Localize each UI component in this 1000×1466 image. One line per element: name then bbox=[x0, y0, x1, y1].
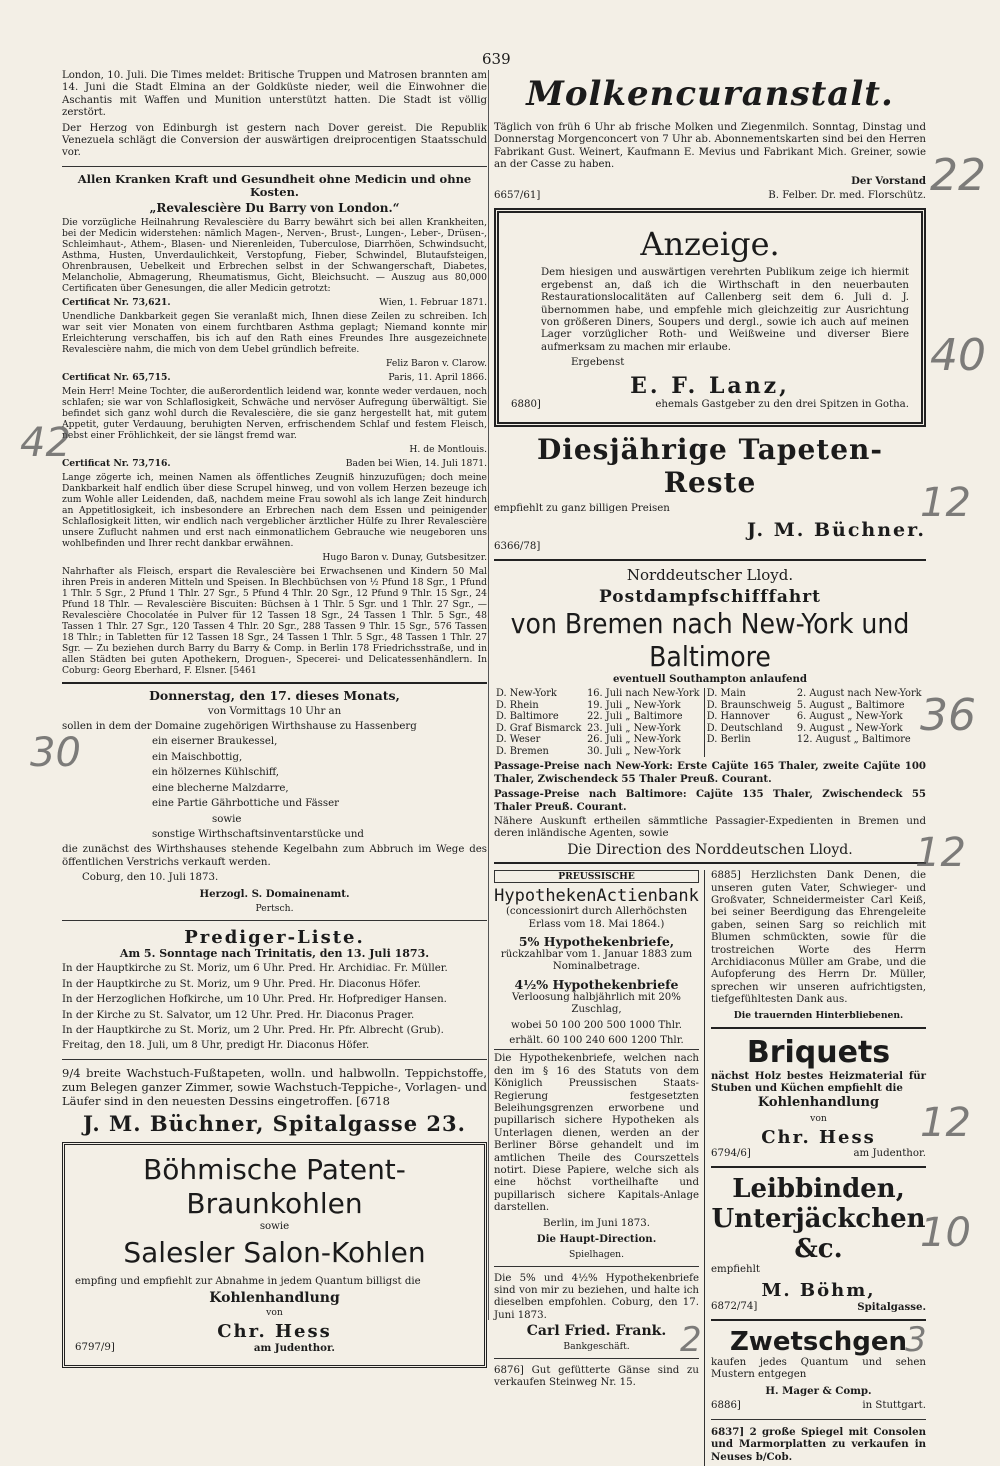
divider bbox=[62, 920, 487, 921]
pencil-mark: 12 bbox=[915, 830, 966, 876]
divider bbox=[62, 1059, 487, 1060]
leibbinden-title-2: Unterjäckchen &c. bbox=[711, 1204, 926, 1265]
ship-departure: 16. Juli nach New-York bbox=[587, 688, 700, 700]
prediger-line: Freitag, den 18. Juli, um 8 Uhr, predigt Hr. Diaconus Höfer. bbox=[62, 1040, 370, 1052]
ship-name bbox=[704, 746, 795, 758]
molken-ad bbox=[494, 74, 926, 202]
kohlen-title-1: Böhmische Patent-Braunkohlen bbox=[143, 1152, 406, 1220]
pencil-mark: 36 bbox=[920, 690, 976, 741]
tapeten-ad bbox=[494, 433, 926, 553]
ship-departure: 12. August „ Baltimore bbox=[796, 734, 911, 746]
ship-name: D. Rhein bbox=[496, 699, 539, 711]
hypothekenbank-ad bbox=[494, 870, 705, 1466]
divider bbox=[711, 1419, 926, 1420]
certificate-number: Certificat Nr. 73,621. bbox=[62, 297, 171, 309]
ship-name: D. Berlin bbox=[704, 734, 795, 746]
tapeten-title: Diesjährige Tapeten-Reste bbox=[536, 433, 884, 500]
ship-name: D. Baltimore bbox=[496, 711, 559, 723]
divider bbox=[711, 1027, 926, 1029]
certificate-text: Lange zögerte ich, meinen Namen als öffentliches Zeugniß hinzuzufügen; doch meine Dankbarkeit half endlich über diese Scrupel hinweg, und von vollem Herzen bezeuge ich zum Wohle aller Leidenden, daß, nachdem meine Frau sowohl als ich lange Zeit hindurch an Appetitlosigkeit, ich insbesondere an Erbrechen nach dem Essen und peinigender Schlaflosigkeit litten, wir endlich nach vergeblicher ärztlicher Hülfe zu Ihrer Revalescière unsere Zuflucht nahmen und erst nach einmonatlichem Gebrauche wie neugeboren uns wohlbefinden und Ihrer recht dankbar erwähnen. bbox=[62, 472, 487, 550]
kohlen-shop: Kohlenhandlung bbox=[209, 1289, 340, 1306]
divider bbox=[494, 1266, 699, 1267]
price-list bbox=[62, 566, 487, 676]
hypo-pre: PREUSSISCHE bbox=[494, 870, 699, 883]
dank-text bbox=[711, 870, 926, 1006]
ad-reference: 6885] bbox=[711, 870, 741, 882]
certificate-number: Certificat Nr. 73,716. bbox=[62, 458, 171, 470]
ship-name: D. New-York bbox=[496, 688, 557, 700]
ship-row bbox=[494, 723, 926, 735]
ad-reference: 6366/78] bbox=[494, 540, 541, 552]
auction-notice bbox=[62, 690, 487, 914]
prediger-line: In der Hauptkirche zu St. Moriz, um 2 Uhr. Pred. Hr. Pfr. Albrecht (Grub). bbox=[62, 1024, 444, 1036]
auction-item: eine Partie Gährbottiche und Fässer bbox=[152, 798, 340, 810]
revalesciere-ad bbox=[62, 173, 487, 676]
anzeige-footer bbox=[511, 399, 909, 411]
ad-reference: [6718 bbox=[356, 1093, 390, 1108]
hypo-b1-text: rückzahlbar vom 1. Januar 1883 zum Nominalbetrage. bbox=[500, 948, 693, 973]
ship-departure: 22. Juli „ Baltimore bbox=[587, 711, 683, 723]
ship-departure: 2. August nach New-York bbox=[796, 688, 922, 700]
certificate-number: Certificat Nr. 65,715. bbox=[62, 372, 171, 384]
prediger-line: In der Kirche zu St. Salvator, um 12 Uhr. Pred. Hr. Diaconus Prager. bbox=[62, 1009, 415, 1021]
kohlen-text: empfing und empfiehlt zur Abnahme in jedem Quantum billigst die bbox=[75, 1276, 421, 1288]
news-paragraph: London, 10. Juli. Die Times meldet: Britische Truppen und Matrosen brannten am 14. Juni die Stadt Elmina an der Goldküste nieder, weil die Einwohner die Aschantis mit Waffen und Munition unterstützt hatten. Die Stadt ist völlig zerstört. bbox=[62, 70, 487, 119]
ad-reference: 6872/74] bbox=[711, 1300, 758, 1312]
certificate-place: Wien, 1. Februar 1871. bbox=[379, 297, 487, 309]
hypo-b2-text: Verloosung halbjährlich mit 20% Zuschlag, bbox=[512, 991, 681, 1016]
right-small-ads bbox=[705, 870, 926, 1466]
auction-items bbox=[62, 736, 487, 841]
auction-item: ein Maischbottig, bbox=[152, 751, 243, 763]
hypo-firm: Carl Fried. Frank. bbox=[526, 1323, 667, 1340]
ad-headline: Allen Kranken Kraft und Gesundheit ohne Medicin und ohne Kosten. bbox=[77, 171, 472, 199]
ad-reference: 6886] bbox=[711, 1400, 741, 1412]
ad-reference: 6837] bbox=[711, 1425, 745, 1438]
auction-outro: die zunächst des Wirthshauses stehende Kegelbahn zum Abbruch im Wege des öffentlichen Verstrichs verkauft werden. bbox=[62, 844, 487, 868]
auction-item: sowie bbox=[212, 813, 242, 825]
right-column bbox=[494, 70, 926, 1466]
hypo-body: Die Hypothekenbriefe, welchen nach den im § 16 des Statuts von dem Königlich Preussischen Staats-Regierung festgesetzten Beleihungsgrenzen erworbene und pupillarisch sichere Hypotheken als Unterlagen dienen, werden an der Berliner Börse gehandelt und im amtlichen Theile des Courszettels notirt. Diese Papiere, welche sich als eine höchst vortheilhafte und pupillarisch sichere Kapitals-Anlage darstellen. bbox=[494, 1053, 699, 1214]
leibbinden-footer bbox=[711, 1301, 926, 1313]
anzeige-ergebenst: Ergebenst bbox=[571, 357, 625, 369]
news-paragraph: Der Herzog von Edinburgh ist gestern nach Dover gereist. Die Republik Venezuela schlägt die Conversion der auswärtigen dreiprocentigen Staatsschuld vor. bbox=[62, 122, 487, 159]
lloyd-direction: Die Direction des Norddeutschen Lloyd. bbox=[567, 841, 853, 858]
ship-departure: 30. Juli „ New-York bbox=[587, 745, 681, 757]
ad-reference: 6797/9] bbox=[75, 1342, 115, 1353]
auction-headline: Donnerstag, den 17. dieses Monats, bbox=[149, 688, 400, 704]
pencil-mark: 12 bbox=[920, 1100, 971, 1146]
divider bbox=[711, 1319, 926, 1321]
lloyd-h4: eventuell Southampton anlaufend bbox=[612, 672, 808, 685]
kohlen-footer bbox=[75, 1342, 474, 1354]
briquets-text: nächst Holz bestes Heizmaterial für Stuben und Küchen empfiehlt die bbox=[711, 1069, 926, 1095]
hypo-b2-title: 4½% Hypothekenbriefe bbox=[514, 976, 679, 992]
ad-brand: „Revalescière Du Barry von London.“ bbox=[149, 200, 400, 215]
molken-footer bbox=[494, 190, 926, 202]
prediger-subtitle: Am 5. Sonntage nach Trinitatis, den 13. Juli 1873. bbox=[119, 946, 430, 960]
certificate-place: Paris, 11. April 1866. bbox=[388, 372, 487, 384]
certificate-place: Baden bei Wien, 14. Juli 1871. bbox=[345, 458, 487, 470]
prediger-line: In der Hauptkirche zu St. Moriz, um 6 Uhr. Pred. Hr. Archidiac. Fr. Müller. bbox=[62, 963, 448, 975]
ship-departure: 9. August „ New-York bbox=[796, 722, 903, 734]
column-divider bbox=[488, 70, 489, 1320]
hypo-firm-desc: Bankgeschäft. bbox=[563, 1340, 630, 1352]
hypo-body2: Die 5% und 4½% Hypothekenbriefe sind von mir zu beziehen, und halte ich dieselben empfohlen. Coburg, den 17. Juni 1873. bbox=[494, 1272, 699, 1321]
gaense-ad bbox=[494, 1365, 699, 1390]
briquets-title: Briquets bbox=[746, 1034, 891, 1070]
hypo-date: Berlin, im Juni 1873. bbox=[543, 1217, 650, 1229]
gaense-text: Gut gefütterte Gänse sind zu verkaufen Steinweg Nr. 15. bbox=[494, 1364, 699, 1388]
kohlen-von: von bbox=[266, 1307, 283, 1318]
fusstapeten-text bbox=[62, 1066, 487, 1108]
zwetschgen-firm: H. Mager & Comp. bbox=[765, 1384, 872, 1397]
ad-intro: Die vorzügliche Heilnahrung Revalescière du Barry bewährt sich bei allen Krankheiten, bei der Medicin widerstehen: nämlich Magen-, Nerven-, Brust-, Lungen-, Leber-, Drüsen-, Schleimhaut-, Athem-, Blasen- und Nierenleiden, Tuberculose, Diarrhöen, Schwindsucht, Asthma, Husten, Unverdaulichkeit, Verstopfung, Fieber, Schwindel, Blutaufsteigen, Ohrenbrausen, Uebelkeit und Erbrechen selbst in der Schwangerschaft, Diabetes, Melancholie, Abmagerung, Rheumatismus, Gicht, Bleichsucht. — Auszug aus 80,000 Certificaten über Genesungen, die aller Medicin getrotzt: bbox=[62, 217, 487, 295]
certificate-text: Unendliche Dankbarkeit gegen Sie veranlaßt mich, Ihnen diese Zeilen zu schreiben. Ich war seit vier Monaten von einem furchtbaren Asthma geplagt; Niemand konnte mir Erleichterung verschaffen, bis ich auf den Rath eines Freundes Ihre ausgezeichnete Revalescière nahm, die mich von dem Uebel gründlich befreite. bbox=[62, 311, 487, 356]
hypo-title: HypothekenActienbank bbox=[494, 886, 699, 907]
dank-body: Herzlichsten Dank Denen, die unseren guten Vater, Schwieger- und Großvater, Schneidermeister Carl Keiß, bei seiner Beerdigung das Ehrengeleite gaben, seinen Sarg so reichlich mit Blumen schmückten, sowie für die trostreichen Worte des Herrn Archidiaconus Müller am Grabe, und die Aufopferung des Herrn Dr. Müller, sprechen wir unseren aufrichtigsten, tiefgefühltesten Dank aus. bbox=[711, 870, 926, 1006]
prediger-line: In der Herzoglichen Hofkirche, um 10 Uhr. Pred. Hr. Hofprediger Hansen. bbox=[62, 994, 447, 1006]
anzeige-desc: ehemals Gastgeber zu den drei Spitzen in Gotha. bbox=[655, 398, 909, 410]
ship-row bbox=[494, 734, 926, 746]
auction-time: von Vormittags 10 Uhr an bbox=[207, 705, 342, 717]
ship-departure: 5. August „ Baltimore bbox=[796, 699, 905, 711]
kohlen-firm: Chr. Hess bbox=[217, 1321, 332, 1342]
pencil-mark: 3 bbox=[905, 1320, 927, 1360]
prediger-title: Prediger-Liste. bbox=[184, 926, 365, 948]
ship-name: D. Main bbox=[704, 688, 795, 700]
auction-item: ein hölzernes Kühlschiff, bbox=[152, 767, 279, 779]
lloyd-price-ny: Passage-Preise nach New-York: Erste Cajüte 165 Thaler, zweite Cajüte 100 Thaler, Zwischendeck 55 Thaler Preuß. Courant. bbox=[494, 760, 926, 785]
ship-name: D. Deutschland bbox=[704, 723, 795, 735]
auction-date: Coburg, den 10. Juli 1873. bbox=[82, 872, 219, 884]
pencil-mark: 40 bbox=[930, 330, 986, 381]
right-subcolumns bbox=[494, 870, 926, 1466]
hypo-signer: Spielhagen. bbox=[568, 1248, 625, 1260]
leibbinden-title-1: Leibbinden, bbox=[732, 1174, 905, 1205]
pencil-mark: 10 bbox=[920, 1210, 971, 1256]
lloyd-h2: Postdampfschifffahrt bbox=[598, 586, 822, 607]
kohlen-address: am Judenthor. bbox=[253, 1342, 335, 1354]
pencil-mark: 12 bbox=[920, 480, 971, 526]
briquets-shop: Kohlenhandlung bbox=[757, 1095, 880, 1111]
kohlen-ad bbox=[62, 1142, 487, 1369]
pencil-mark: 30 bbox=[30, 730, 81, 776]
leibbinden-text: empfiehlt bbox=[711, 1264, 760, 1276]
divider bbox=[62, 166, 487, 167]
spiegel-ad bbox=[711, 1426, 926, 1463]
anzeige-name: E. F. Lanz, bbox=[630, 372, 790, 399]
lloyd-h1: Norddeutscher Lloyd. bbox=[626, 565, 794, 584]
zwetschgen-address: in Stuttgart. bbox=[862, 1400, 926, 1412]
auction-signer: Herzogl. S. Domainenamt. bbox=[199, 887, 350, 900]
fusstapeten-ad bbox=[62, 1066, 487, 1136]
divider bbox=[62, 682, 487, 684]
certificate-text: Mein Herr! Meine Tochter, die außerordentlich leidend war, konnte weder verdauen, noch schlafen; sie war von Schlaflosigkeit, Schwäche und nervöser Aufregung überwältigt. Sie befindet sich ganz wohl durch die Revalescière, die sie ganz hergestellt hat, mit gutem Appetit, guter Verdauung, beruhigten Nerven, erfrischendem Schlaf und festem Fleisch, nebst einer Fröhlichkeit, der sie längst fremd war. bbox=[62, 386, 487, 442]
hypo-b1-title: 5% Hypothekenbriefe, bbox=[518, 933, 675, 949]
molken-sign2: B. Felber. Dr. med. Florschütz. bbox=[768, 190, 926, 202]
molken-text: Täglich von früh 6 Uhr ab frische Molken und Ziegenmilch. Sonntag, Dinstag und Donnerstag Morgenconcert von 7 Uhr ab. Abonnementskarten sind bei den Herren Fabrikant Gust. Weinert, Kaufmann E. Mevius und Fabrikant Mich. Greiner, sowie an der Casse zu haben. bbox=[494, 122, 926, 171]
fusstapeten-body: 9/4 breite Wachstuch-Fußtapeten, wolln. und halbwolln. Teppichstoffe, zum Belegen ganzer Zimmer, sowie Wachstuch-Teppiche-, Vorlagen- und Läufer sind in den neuesten Dessins eingetroffen. bbox=[62, 1065, 487, 1108]
anzeige-ad bbox=[494, 208, 926, 427]
zwetschgen-text: kaufen jedes Quantum und sehen Mustern entgegen bbox=[711, 1357, 926, 1381]
left-column bbox=[62, 70, 487, 1368]
ship-row bbox=[494, 711, 926, 723]
kohlen-sowie: sowie bbox=[259, 1220, 290, 1232]
ship-departure: 26. Juli „ New-York bbox=[587, 734, 681, 746]
pencil-mark: 22 bbox=[930, 150, 986, 201]
divider bbox=[494, 1358, 699, 1359]
hypo-direction: Die Haupt-Direction. bbox=[536, 1233, 657, 1246]
lloyd-info: Nähere Auskunft ertheilen sämmtliche Passagier-Expedienten in Bremen und deren inländische Agenten, sowie bbox=[494, 815, 926, 840]
ad-reference: [5461 bbox=[229, 665, 257, 677]
ship-row bbox=[494, 688, 926, 700]
london-news bbox=[62, 70, 487, 160]
spiegel-text bbox=[711, 1426, 926, 1463]
ship-row bbox=[494, 746, 926, 758]
hypo-b2-text3: erhält. 60 100 240 600 1200 Thlr. bbox=[494, 1035, 699, 1050]
briquets-address: am Judenthor. bbox=[853, 1147, 926, 1159]
ship-name: D. Graf Bismarck bbox=[496, 722, 582, 734]
divider bbox=[494, 862, 926, 864]
certificate-signature: Hugo Baron v. Dunay, Gutsbesitzer. bbox=[322, 552, 487, 564]
ship-name: D. Hannover bbox=[704, 711, 795, 723]
leibbinden-address: Spitalgasse. bbox=[857, 1300, 926, 1313]
ad-reference: 6876] bbox=[494, 1364, 524, 1376]
zwetschgen-footer bbox=[711, 1400, 926, 1412]
spiegel-body: 2 große Spiegel mit Consolen und Marmorplatten zu verkaufen in Neuses b/Cob. bbox=[711, 1425, 926, 1463]
ship-name: D. Bremen bbox=[496, 745, 549, 757]
page-number: 639 bbox=[482, 50, 511, 68]
hypo-b2-text2: wobei 50 100 200 500 1000 Thlr. bbox=[511, 1019, 682, 1031]
hypo-concession: (concessionirt durch Allerhöchsten Erlass vom 18. Mai 1864.) bbox=[505, 906, 688, 930]
prediger-line: In der Hauptkirche zu St. Moriz, um 9 Uhr. Pred. Hr. Diaconus Höfer. bbox=[62, 978, 421, 990]
zwetschgen-title: Zwetschgen bbox=[729, 1327, 908, 1358]
briquets-firm: Chr. Hess bbox=[761, 1126, 876, 1148]
zwetschgen-ad bbox=[711, 1327, 926, 1413]
briquets-von: von bbox=[810, 1112, 827, 1124]
auction-intro: sollen in dem der Domaine zugehörigen Wirthshause zu Hassenberg bbox=[62, 721, 417, 733]
dank-notice bbox=[711, 870, 926, 1020]
ship-schedule bbox=[494, 688, 926, 757]
tapeten-text: empfiehlt zu ganz billigen Preisen bbox=[494, 503, 670, 515]
ship-row bbox=[494, 700, 926, 712]
ship-departure: 6. August „ New-York bbox=[796, 711, 903, 723]
tapeten-firm: J. M. Büchner. bbox=[746, 518, 926, 541]
kohlen-title-2: Salesler Salon-Kohlen bbox=[123, 1236, 426, 1270]
molken-title: Molkencuranstalt. bbox=[526, 74, 894, 114]
leibbinden-ad bbox=[711, 1174, 926, 1313]
lloyd-h3: von Bremen nach New-York und Baltimore bbox=[510, 606, 910, 673]
lloyd-price-baltimore: Passage-Preise nach Baltimore: Cajüte 135 Thaler, Zwischendeck 55 Thaler Preuß. Courant. bbox=[494, 788, 926, 813]
ship-name: D. Braunschweig bbox=[704, 700, 795, 712]
briquets-footer bbox=[711, 1148, 926, 1160]
auction-item: ein eiserner Braukessel, bbox=[152, 736, 278, 748]
auction-item: eine blecherne Malzdarre, bbox=[152, 782, 289, 794]
divider bbox=[494, 559, 926, 561]
ad-reference: 6794/6] bbox=[711, 1147, 751, 1159]
briquets-ad bbox=[711, 1035, 926, 1161]
certificate-signature: Feliz Baron v. Clarow. bbox=[386, 358, 487, 370]
ship-departure: 19. Juli „ New-York bbox=[587, 699, 681, 711]
auction-signer2: Pertsch. bbox=[255, 902, 294, 914]
ad-reference: 6657/61] bbox=[494, 190, 541, 202]
pencil-mark: 42 bbox=[20, 420, 71, 466]
prediger-list bbox=[62, 927, 487, 1053]
auction-item: sonstige Wirthschaftsinventarstücke und bbox=[152, 828, 364, 840]
pencil-mark: 2 bbox=[680, 1320, 702, 1360]
ship-departure bbox=[795, 746, 926, 758]
ad-reference: 6880] bbox=[511, 398, 541, 410]
ship-name: D. Weser bbox=[496, 734, 541, 746]
leibbinden-firm: M. Böhm, bbox=[761, 1279, 876, 1301]
anzeige-title: Anzeige. bbox=[640, 225, 780, 264]
fusstapeten-firm: J. M. Büchner, Spitalgasse 23. bbox=[83, 1110, 466, 1136]
divider bbox=[711, 1166, 926, 1168]
anzeige-text: Dem hiesigen und auswärtigen verehrten Publikum zeige ich hiermit ergebenst an, daß ich die Wirthschaft in den neuerbauten Restaurationslocalitäten auf Callenberg seit dem 6. Juli d. J. übernommen habe, und empfehle mich gleichzeitig zur Ausrichtung von größeren Diners, Soupers und dergl., sowie ich auch auf meinen Lager vorzüglicher Roth- und Weißweine und diverser Biere aufmerksam zu machen mir erlaube. bbox=[541, 267, 909, 353]
dank-sign: Die trauernden Hinterbliebenen. bbox=[733, 1009, 904, 1021]
molken-sign1: Der Vorstand bbox=[851, 174, 926, 187]
certificate-signature: H. de Montlouis. bbox=[409, 444, 487, 456]
ship-departure: 23. Juli „ New-York bbox=[587, 722, 681, 734]
lloyd-ad bbox=[494, 567, 926, 856]
price-text: Nahrhafter als Fleisch, erspart die Revalescière bei Erwachsenen und Kindern 50 Mal ihren Preis in anderen Mitteln und Speisen. In Blechbüchsen von ½ Pfund 18 Sgr., 1 Pfund 1 Thlr. 5 Sgr., 2 Pfund 1 Thlr. 27 Sgr., 5 Pfund 4 Thlr. 20 Sgr., 12 Pfund 9 Thlr. 15 Sgr., 24 Pfund 18 Thlr. — Revalescière Biscuiten: Büchsen à 1 Thlr. 5 Sgr. und 1 Thlr. 27 Sgr., — Revalescière Chocolatée in Pulver für 12 Tassen 18 Sgr., 24 Tassen 1 Thlr. 5 Sgr., 48 Tassen 1 Thlr. 27 Sgr., 120 Tassen 4 Thlr. 20 Sgr., 288 Tassen 9 Thlr. 15 Sgr., 576 Tassen 18 Thlr.; in Tabletten für 12 Tassen 18 Sgr., 24 Tassen 1 Thlr. 5 Sgr., 48 Tassen 1 Thlr. 27 Sgr. — Zu beziehen durch Barry du Barry & Comp. in Berlin 178 Friedrichsstraße, und in allen Städten bei guten Apothekern, Droguen-, Specerei- und Delicatessenhändlern. In Coburg: Georg Eberhard, F. Elsner. bbox=[62, 566, 487, 677]
